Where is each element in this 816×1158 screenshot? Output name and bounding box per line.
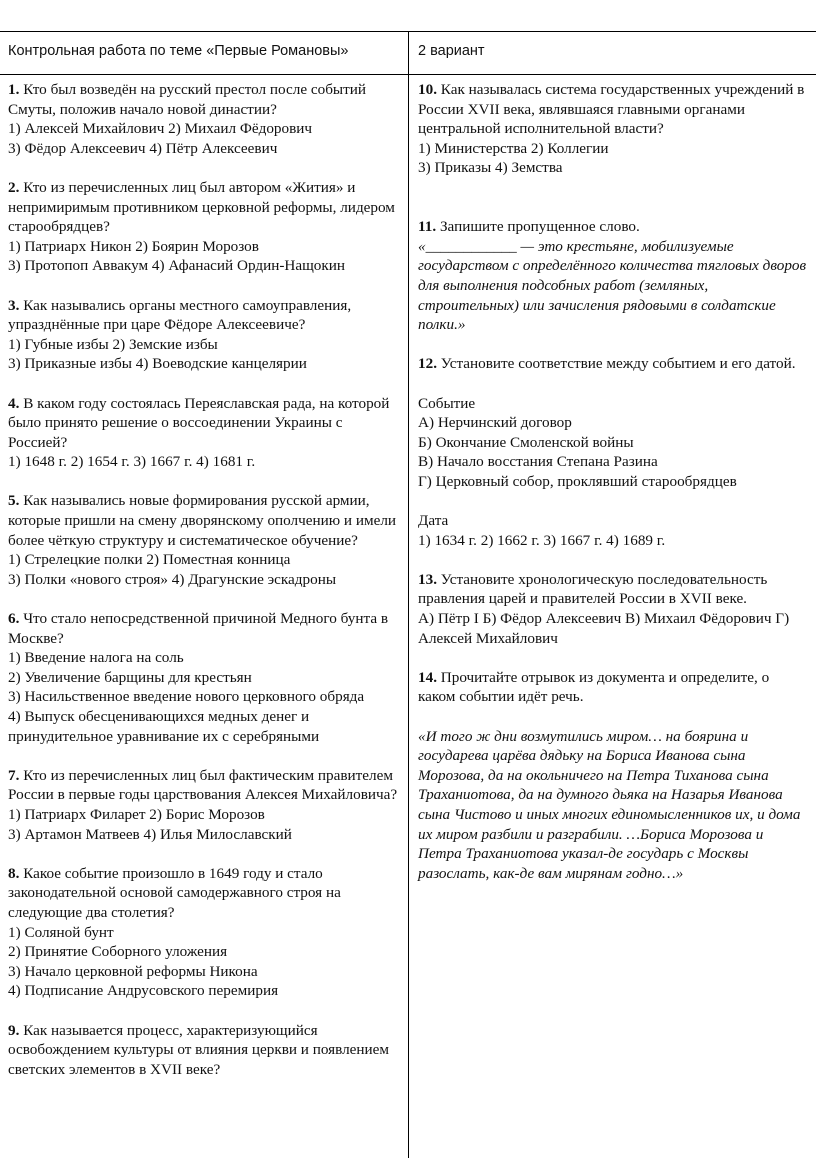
answer-option: 3) Приказные избы 4) Воеводские канцелярии (8, 355, 307, 373)
answer-option: 3) Полки «нового строя» 4) Драгунские эскадроны (8, 570, 337, 588)
question-7 (8, 766, 400, 844)
question-number: 1. (8, 81, 20, 98)
question-text: Кто из перечисленных лиц был фактическим правителем России в первые годы царствования Алексея Михайловича? (8, 766, 398, 804)
question-text: Как назывались органы местного самоуправления, упразднённые при царе Фёдоре Алексеевиче? (8, 296, 352, 334)
answer-option: 3) Насильственное введение нового церковного обряда (8, 688, 365, 706)
dates-options: 1) 1634 г. 2) 1662 г. 3) 1667 г. 4) 1689 г. (418, 531, 666, 549)
answer-option: 1) Стрелецкие полки 2) Поместная конница (8, 551, 291, 569)
answer-option: 3) Начало церковной реформы Никона (8, 962, 258, 980)
variant-label: 2 вариант (418, 43, 485, 59)
quote-text: «____________ — это крестьяне, мобилизуемые государством с определённого количества тягловых дворов для выполнения подсобных работ (земляных, строительных) или зачисления рядовыми в солдатские полки.» (418, 237, 807, 334)
question-text: Какое событие произошло в 1649 году и стало законодательной основой самодержавного строя на следующие два столетия? (8, 864, 341, 921)
question-3 (8, 296, 400, 374)
question-13 (418, 570, 808, 648)
answer-option: 1) Патриарх Филарет 2) Борис Морозов (8, 805, 265, 823)
event-item: Г) Церковный собор, проклявший старообрядцев (418, 472, 737, 490)
question-number: 12. (418, 355, 437, 373)
answer-option: 4) Подписание Андрусовского перемирия (8, 982, 279, 1000)
event-item: Б) Окончание Смоленской войны (418, 433, 634, 451)
quote-text: «И того ж дни возмутились миром… на боярина и государева царёва дядьку на Бориса Иванова сына Морозова, да на окольничего на Петра Тиханова сына Траханиотова, да на думного дьяка на Назарья Иванова сына Чистово и иных многих единомысленников их, и дома их миром разбили и разграбили. …Бориса Морозова и Петра Траханиотова указал-де государь с Москвы разослать, как-де вам мирянам годно…» (418, 727, 801, 882)
question-14 (418, 668, 808, 884)
question-number: 10. (418, 81, 437, 98)
answer-option: 1) Введение налога на соль (8, 649, 184, 667)
question-number: 3. (8, 296, 20, 314)
question-text: Что стало непосредственной причиной Медного бунта в Москве? (8, 610, 389, 647)
question-number: 13. (418, 570, 437, 588)
answer-option: 3) Фёдор Алексеевич 4) Пётр Алексеевич (8, 139, 278, 157)
question-text: Прочитайте отрывок из документа и определите, о каком событии идёт речь. (418, 668, 770, 706)
question-text: Кто из перечисленных лиц был автором «Жития» и непримиримым противником церковной реформы, лидером старообрядцев? (8, 178, 395, 236)
answer-option: 1) Соляной бунт (8, 923, 114, 941)
question-9 (8, 1021, 400, 1080)
event-item: А) Нерчинский договор (418, 414, 572, 432)
left-column (8, 80, 400, 1099)
question-text: Как называется процесс, характеризующийся освобождением культуры от влияния церкви и появлением светских элементов в XVII веке? (8, 1021, 390, 1078)
question-4 (8, 394, 400, 472)
question-12 (418, 354, 808, 550)
question-number: 11. (418, 218, 437, 236)
question-10 (418, 80, 808, 178)
right-column (418, 80, 808, 903)
question-text: Установите соответствие между событием и его датой. (440, 355, 796, 373)
events-label: Событие (418, 394, 476, 412)
answer-option: 4) Выпуск обесценивающихся медных денег и принудительное уравнивание их с серебряными (8, 708, 320, 745)
answer-option: 2) Увеличение барщины для крестьян (8, 668, 252, 686)
answer-option: А) Пётр I Б) Фёдор Алексеевич В) Михаил Фёдорович Г) Алексей Михайлович (418, 610, 790, 647)
question-text: Запишите пропущенное слово. (439, 218, 640, 236)
answer-option: 2) Принятие Соборного уложения (8, 943, 228, 961)
question-2 (8, 178, 400, 276)
question-text: В каком году состоялась Переяславская рада, на которой было принято решение о воссоединении Украины с Россией? (8, 394, 390, 451)
question-11 (418, 217, 808, 335)
question-text: Как называлась система государственных учреждений в России XVII века, являвшаяся главными органами центральной исполнительной власти? (418, 81, 805, 138)
question-text: Установите хронологическую последовательность правления царей и правителей России в XVII веке. (418, 570, 768, 608)
question-8 (8, 864, 400, 1001)
question-number: 2. (8, 178, 20, 196)
worksheet-title: Контрольная работа по теме «Первые Романовы» (8, 43, 349, 59)
event-item: В) Начало восстания Степана Разина (418, 453, 658, 471)
question-number: 6. (8, 610, 20, 628)
column-divider (408, 31, 409, 1158)
question-number: 4. (8, 394, 20, 412)
question-number: 7. (8, 766, 20, 784)
question-number: 14. (418, 668, 437, 686)
question-number: 8. (8, 864, 20, 882)
question-text: Кто был возведён на русский престол после событий Смуты, положив начало новой династии? (8, 81, 367, 118)
answer-option: 3) Приказы 4) Земства (418, 159, 563, 177)
question-number: 9. (8, 1021, 20, 1039)
answer-option: 3) Артамон Матвеев 4) Илья Милославский (8, 825, 292, 843)
question-number: 5. (8, 492, 20, 510)
answer-option: 1) 1648 г. 2) 1654 г. 3) 1667 г. 4) 1681 г. (8, 453, 256, 471)
answer-option: 1) Патриарх Никон 2) Боярин Морозов (8, 237, 259, 255)
answer-option: 1) Министерства 2) Коллегии (418, 139, 609, 157)
answer-option: 3) Протопоп Аввакум 4) Афанасий Ордин-Нащокин (8, 257, 346, 275)
answer-option: 1) Алексей Михайлович 2) Михаил Фёдорович (8, 120, 313, 138)
question-text: Как назывались новые формирования русской армии, которые пришли на смену дворянскому ополчению и имели более чёткую структуру и систематическое обучение? (8, 492, 397, 549)
answer-option: 1) Губные избы 2) Земские избы (8, 335, 218, 353)
question-1 (8, 80, 400, 158)
dates-label: Дата (418, 512, 449, 530)
question-5 (8, 491, 400, 589)
question-6 (8, 609, 400, 746)
